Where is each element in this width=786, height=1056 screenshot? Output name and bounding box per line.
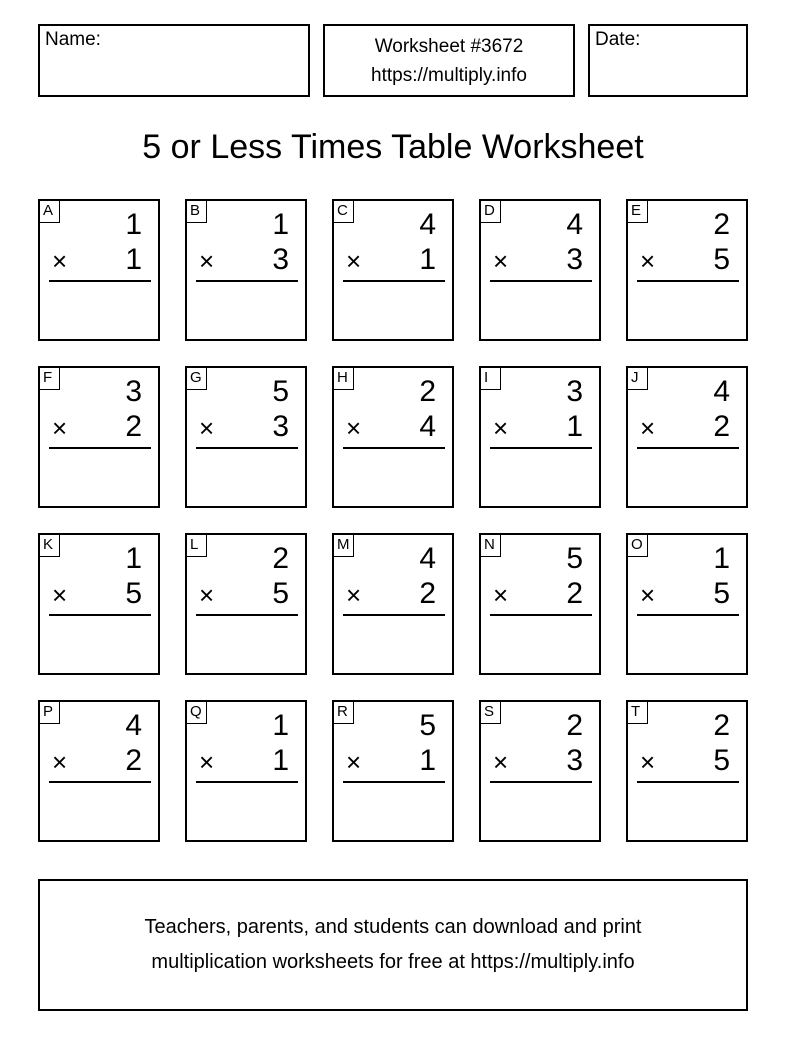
times-sign: × [199,413,215,443]
multiplicand: 4 [125,709,142,742]
answer-line [637,280,739,282]
times-sign: × [52,246,68,276]
problem-cell [38,700,160,842]
problem-cell [479,533,601,675]
answer-line [637,781,739,783]
problem-cell [185,199,307,341]
multiplier: 5 [272,577,289,610]
answer-line [343,781,445,783]
times-sign: × [346,246,362,276]
multiplier: 5 [713,243,730,276]
multiplier: 5 [713,577,730,610]
multiplicand: 4 [713,375,730,408]
footer-line-2: multiplication worksheets for free at https://multiply.info [151,951,635,973]
times-sign: × [52,747,68,777]
problem-cell [185,366,307,508]
times-sign: × [640,246,656,276]
multiplicand: 4 [419,542,436,575]
times-sign: × [493,413,509,443]
times-sign: × [493,580,509,610]
answer-line [196,781,298,783]
answer-line [49,280,151,282]
answer-line [490,614,592,616]
date-label: Date: [595,29,641,50]
problem-letter: A [40,201,60,223]
problem-letter: G [187,368,207,390]
multiplicand: 3 [566,375,583,408]
problem-cell [38,533,160,675]
footer-line-1: Teachers, parents, and students can download and print [144,916,642,938]
multiplier: 2 [566,577,583,610]
problem-cell [185,533,307,675]
multiplier: 1 [272,744,289,777]
problem-letter: L [187,535,207,557]
multiplier: 2 [125,744,142,777]
multiplier: 3 [566,744,583,777]
worksheet-url: https://multiply.info [371,64,527,86]
multiplier: 3 [272,410,289,443]
multiplicand: 2 [419,375,436,408]
footer-box [38,879,748,1011]
multiplier: 1 [419,744,436,777]
multiplier: 1 [125,243,142,276]
date-box [588,24,748,97]
worksheet-info-box [323,24,575,97]
times-sign: × [52,580,68,610]
problem-letter: O [628,535,648,557]
multiplicand: 2 [566,709,583,742]
problem-letter: C [334,201,354,223]
multiplicand: 4 [419,208,436,241]
problem-letter: B [187,201,207,223]
multiplicand: 5 [272,375,289,408]
problem-cell [332,533,454,675]
problem-cell [38,199,160,341]
times-sign: × [640,580,656,610]
answer-line [343,447,445,449]
worksheet-number: Worksheet #3672 [374,35,524,57]
times-sign: × [640,747,656,777]
name-label: Name: [45,29,101,50]
answer-line [490,781,592,783]
multiplicand: 5 [419,709,436,742]
worksheet-title: 5 or Less Times Table Worksheet [142,128,644,166]
problem-letter: T [628,702,648,724]
problem-letter: H [334,368,354,390]
multiplicand: 2 [713,208,730,241]
multiplier: 2 [125,410,142,443]
multiplicand: 1 [125,208,142,241]
multiplier: 3 [566,243,583,276]
problem-letter: M [334,535,354,557]
answer-line [490,447,592,449]
problem-letter: J [628,368,648,390]
multiplicand: 2 [272,542,289,575]
problem-cell [626,533,748,675]
problem-letter: N [481,535,501,557]
problem-letter: S [481,702,501,724]
multiplier: 5 [125,577,142,610]
problem-letter: P [40,702,60,724]
problem-cell [332,700,454,842]
problem-cell [626,700,748,842]
times-sign: × [346,747,362,777]
answer-line [196,447,298,449]
problem-cell [332,199,454,341]
problem-cell [626,199,748,341]
times-sign: × [493,747,509,777]
problem-cell [38,366,160,508]
answer-line [49,781,151,783]
times-sign: × [493,246,509,276]
problem-cell [626,366,748,508]
multiplicand: 5 [566,542,583,575]
answer-line [49,614,151,616]
answer-line [49,447,151,449]
multiplicand: 2 [713,709,730,742]
answer-line [637,614,739,616]
times-sign: × [346,580,362,610]
times-sign: × [52,413,68,443]
problem-letter: E [628,201,648,223]
problem-cell [332,366,454,508]
problem-letter: K [40,535,60,557]
answer-line [343,614,445,616]
multiplicand: 1 [272,208,289,241]
multiplier: 2 [713,410,730,443]
problem-cell [185,700,307,842]
answer-line [490,280,592,282]
problem-grid [38,199,748,841]
answer-line [343,280,445,282]
multiplicand: 1 [125,542,142,575]
multiplier: 4 [419,410,436,443]
multiplicand: 3 [125,375,142,408]
answer-line [637,447,739,449]
problem-cell [479,366,601,508]
times-sign: × [199,580,215,610]
problem-letter: R [334,702,354,724]
problem-cell [479,700,601,842]
times-sign: × [199,747,215,777]
answer-line [196,280,298,282]
times-sign: × [199,246,215,276]
problem-letter: Q [187,702,207,724]
multiplier: 5 [713,744,730,777]
problem-letter: I [481,368,501,390]
name-box [38,24,310,97]
times-sign: × [640,413,656,443]
multiplier: 1 [566,410,583,443]
problem-letter: F [40,368,60,390]
multiplicand: 1 [272,709,289,742]
multiplicand: 1 [713,542,730,575]
multiplicand: 4 [566,208,583,241]
problem-letter: D [481,201,501,223]
problem-cell [479,199,601,341]
times-sign: × [346,413,362,443]
multiplier: 3 [272,243,289,276]
multiplier: 1 [419,243,436,276]
multiplier: 2 [419,577,436,610]
answer-line [196,614,298,616]
